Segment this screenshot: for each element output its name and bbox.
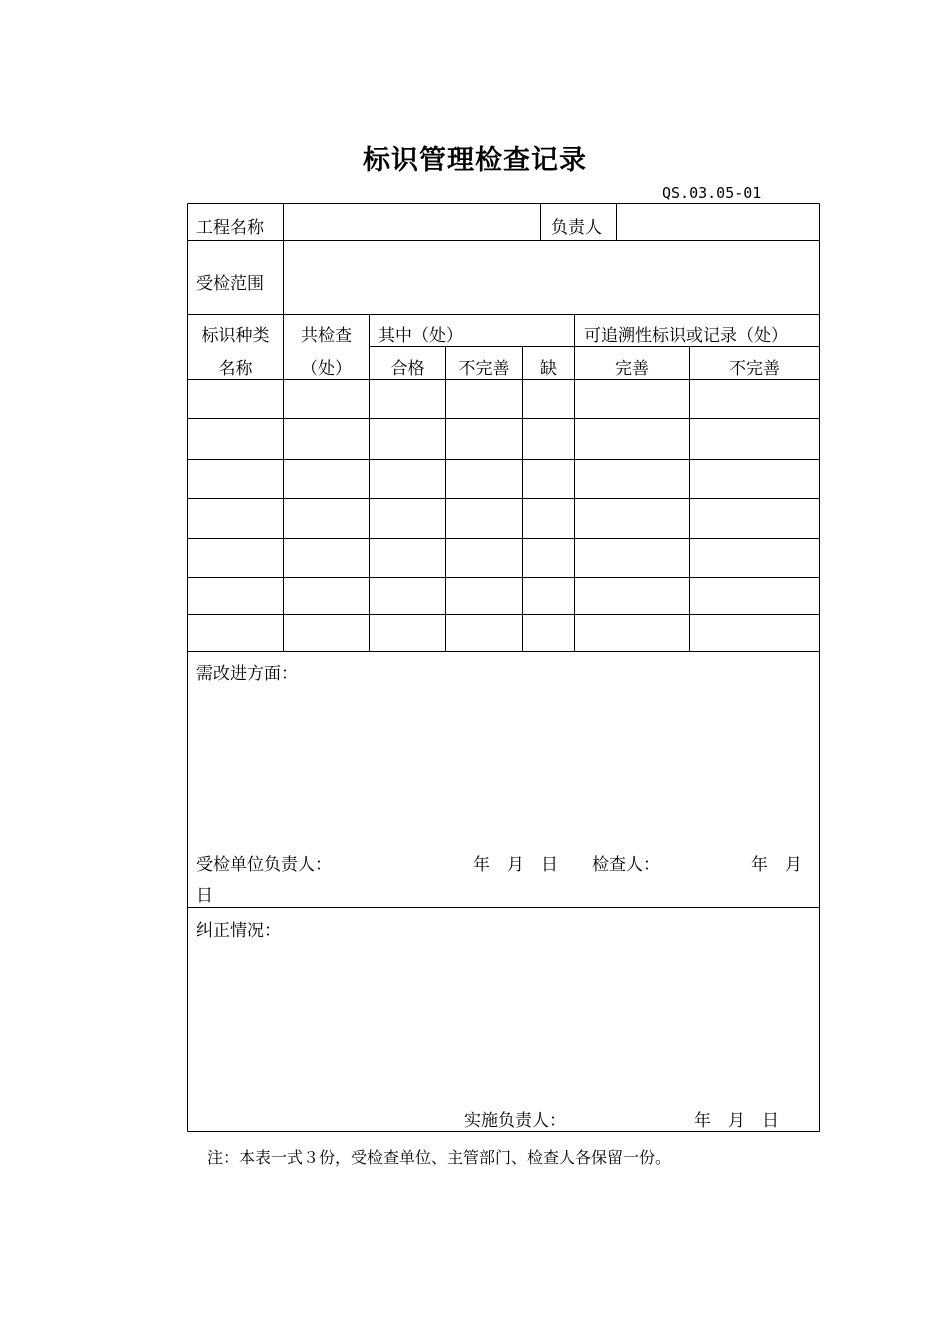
improvement-date-2: 年 月	[751, 855, 802, 875]
improvement-date-1: 年 月 日	[473, 855, 558, 875]
header-trace-complete: 完善	[615, 359, 649, 379]
project-name-label: 工程名称	[196, 218, 264, 238]
improvement-label: 需改进方面：	[196, 664, 298, 684]
form-code: QS.03.05-01	[662, 184, 762, 202]
header-incomplete: 不完善	[458, 359, 510, 379]
implementer-label: 实施负责人：	[464, 1111, 566, 1131]
responsible-field[interactable]	[617, 204, 819, 240]
header-qualified: 合格	[390, 359, 425, 379]
page-title: 标识管理检查记录	[363, 145, 587, 176]
header-missing: 缺	[540, 359, 557, 379]
header-total-line1: 共检查	[301, 326, 352, 346]
correction-field[interactable]	[188, 948, 819, 1098]
responsible-label: 负责人	[551, 218, 602, 238]
project-name-field[interactable]	[284, 204, 540, 240]
inspected-unit-label: 受检单位负责人：	[196, 855, 332, 875]
scope-label: 受检范围	[196, 274, 264, 294]
correction-date: 年 月 日	[694, 1111, 779, 1131]
improvement-date-2-day: 日	[196, 886, 213, 906]
footnote: 注：本表一式３份，受检查单位、主管部门、检查人各保留一份。	[207, 1148, 672, 1167]
header-type-line1: 标识种类	[201, 326, 270, 346]
header-trace-incomplete: 不完善	[729, 359, 780, 379]
header-total-line2: （处）	[301, 359, 352, 379]
correction-label: 纠正情况：	[196, 921, 281, 941]
header-traceability: 可追溯性标识或记录（处）	[584, 326, 788, 346]
scope-field[interactable]	[284, 241, 819, 314]
header-among: 其中（处）	[378, 326, 463, 346]
improvement-field[interactable]	[188, 690, 819, 840]
header-type-line2: 名称	[218, 359, 253, 379]
inspector-label: 检查人：	[592, 855, 660, 875]
